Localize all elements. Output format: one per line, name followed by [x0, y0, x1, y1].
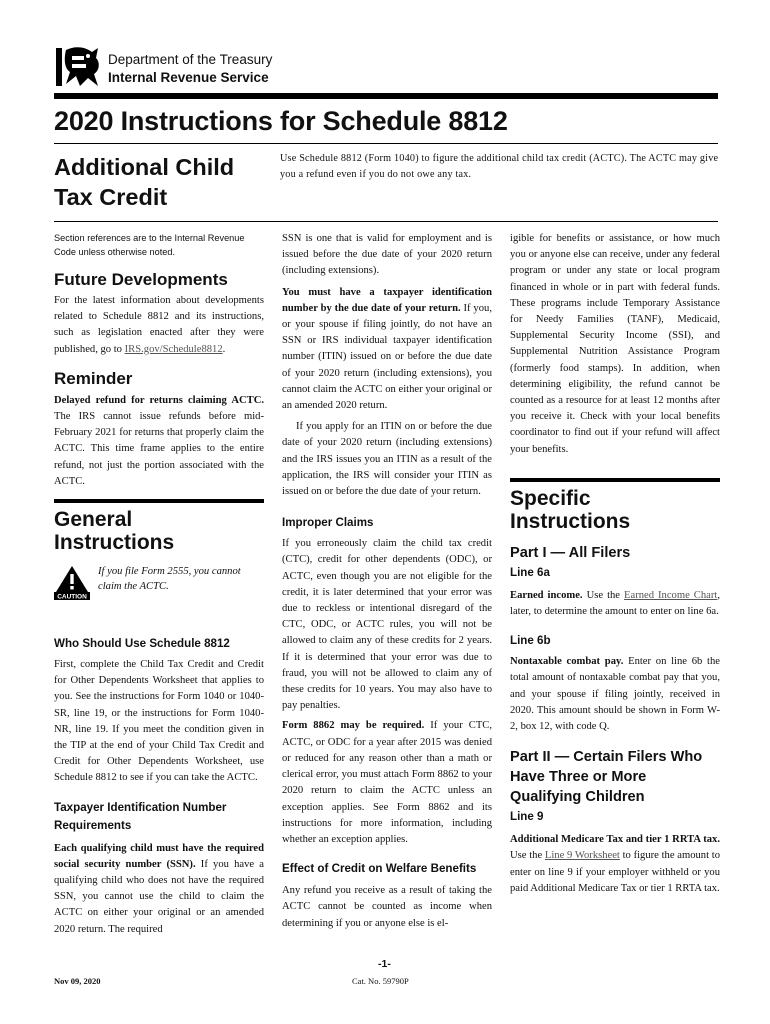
eligibility-text: igible for benefits or assistance, or how much you or anyone else can receive, under any federal program or under any state or local program financed in whole or in part with federal funds. These programs include Temporary Assistance for Needy Families (TANF), Medicaid, Supplemental Security Income (SSI), and Supplemental Nutrition Assistance Program (formerly food stamps). In addition, when determining eligibility, the refund cannot be counted as a resource for at least 12 months after you receive it. Check with your local benefits coordinator to find out if your refund will affect your benefits. [510, 233, 720, 455]
subtitle-line-1: Additional Child [54, 154, 235, 180]
improper-claims-heading: Improper Claims [282, 516, 374, 530]
revision-date: Nov 09, 2020 [54, 976, 101, 986]
reminder-body: The IRS cannot issue refunds before mid-February 2021 for returns that properly claim the ACTC. This time frame applies to the entire refund, not just the portion associated with the ACTC. [54, 411, 264, 487]
caution-icon [54, 564, 90, 605]
line-6b-heading: Line 6b [510, 634, 551, 648]
irs-schedule-8812-link[interactable]: IRS.gov/Schedule8812 [124, 343, 223, 355]
page-number: -1- [378, 958, 391, 970]
general-heading-line-2: Instructions [54, 531, 175, 555]
future-developments-text [54, 293, 264, 358]
line-9-pre: Use the [510, 850, 545, 862]
part-2-heading: Part II — Certain Filers Who Have Three or More Qualifying Children [510, 749, 703, 806]
general-rule [54, 499, 264, 503]
column-1 [54, 231, 264, 938]
specific-heading-line-1: Specific [510, 486, 591, 510]
line-6b-body: Enter on line 6b the total amount of nontaxable combat pay that you, and your spouse if filing jointly, received in 2020. This amount should be shown in Form W-2, box 12, with code Q. [510, 656, 720, 733]
general-heading-line-1: General [54, 508, 133, 532]
line-9-worksheet-link[interactable]: Line 9 Worksheet [544, 850, 620, 862]
line-9-heading: Line 9 [510, 810, 544, 824]
caution-box [54, 564, 264, 605]
form-8862-bold: Form 8862 may be required. [282, 720, 425, 732]
specific-heading-line-2: Instructions [510, 509, 631, 533]
intro-text: Use Schedule 8812 (Form 1040) to figure the additional child tax credit (ACTC). The ACTC may give you a refund even if you do not owe any tax. [280, 153, 719, 180]
line-9-text [510, 832, 720, 897]
agency-name: Internal Revenue Service [108, 70, 269, 85]
title-rule [54, 143, 718, 144]
part-1-heading: Part I — All Filers [510, 544, 631, 561]
specific-rule [510, 478, 720, 482]
tin-bold: Each qualifying child must have the required social security number (SSN). [54, 842, 264, 870]
caution-label: CAUTION [57, 593, 87, 601]
general-instructions-heading [54, 508, 264, 554]
improper-claims-text: If you erroneously claim the child tax credit (CTC), credit for other dependents (ODC), or ACTC, even though you are not eligible for the credit, it is later determined that your error was due to reckless or intentional disregard of the CTC, ODC, or ACTC rules, you will not be allowed to claim any of these credits for 2 years. If it is determined that your error was due to fraud, you will not be allowed to claim any of these credits for 10 years. You may also have to pay penalties. [282, 538, 492, 712]
subtitle-rule [54, 221, 718, 222]
line-6a-bold: Earned income. [510, 589, 583, 601]
caution-text: If you file Form 2555, you cannot claim the ACTC. [98, 566, 241, 593]
specific-instructions-heading [510, 487, 720, 533]
department-name: Department of the Treasury [108, 52, 273, 67]
ssn-text: SSN is one that is valid for employment and is issued before the due date of your 2020 return (including extensions). [282, 233, 492, 277]
line-6b-bold: Nontaxable combat pay. [510, 656, 624, 668]
tin-due-body: If you, or your spouse if filing jointly, do not have an SSN or IRS individual taxpayer identification number (ITIN) issued on or before the due date of your 2020 return (including extensions), you cannot claim the ACTC on either your original or an amended 2020 return. [282, 302, 492, 412]
irs-eagle-logo [54, 44, 104, 90]
line-6b-text [510, 654, 720, 735]
tin-due-date-text [282, 285, 492, 415]
who-should-use-heading: Who Should Use Schedule 8812 [54, 637, 230, 651]
form-8862-text [282, 718, 492, 848]
tin-due-bold: You must have a taxpayer identification number by the due date of your return. [282, 286, 492, 314]
line-9-bold: Additional Medicare Tax and tier 1 RRTA tax. [510, 834, 720, 846]
document-title: 2020 Instructions for Schedule 8812 [54, 106, 508, 136]
line-6a-heading: Line 6a [510, 565, 550, 579]
line-9-post: to figure the amount to enter on line 9 if your employer withheld or you paid Additional Medicare Tax or tier 1 RRTA tax. [510, 850, 720, 894]
welfare-benefits-text: Any refund you receive as a result of taking the ACTC cannot be counted as income when determining if you or anyone else is el- [282, 885, 492, 929]
line-6a-pre: Use the [582, 589, 625, 601]
form-8862-body: If your CTC, ACTC, or ODC for a year after 2015 was denied or reduced for any reason other than a math or clerical error, you must attach Form 8862 to your 2020 return to claim the ACTC unless an exception applies. See Form 8862 and its instructions for more information, including whether an exception applies. [282, 720, 493, 845]
header-rule [54, 93, 718, 99]
earned-income-chart-link[interactable]: Earned Income Chart [624, 589, 718, 601]
column-3 [510, 231, 720, 897]
reminder-heading: Reminder [54, 368, 133, 388]
document-subtitle [54, 152, 274, 212]
tin-body: If you have a qualifying child who does not have the required SSN, you cannot use the child to claim the ACTC on either your original or an amended 2020 return. The required [54, 858, 264, 935]
reminder-bold: Delayed refund for returns claiming ACTC. [54, 394, 264, 406]
tin-requirements-text [54, 841, 264, 938]
catalog-number: Cat. No. 59790P [352, 976, 409, 986]
itin-text: If you apply for an ITIN on or before the due date of your 2020 return (including extensions) and the IRS issues you an ITIN as a result of the application, the IRS will consider your ITIN as issued on or before the due date of your return. [282, 421, 492, 498]
section-references-note: Section references are to the Internal Revenue Code unless otherwise noted. [54, 233, 245, 257]
line-6a-text [510, 588, 720, 620]
welfare-benefits-heading: Effect of Credit on Welfare Benefits [282, 862, 477, 876]
reminder-text [54, 393, 264, 490]
who-should-use-text: First, complete the Child Tax Credit and Credit for Other Dependents Worksheet that applies to you. See the instructions for Form 1040 or 1040-SR, line 19, or the instructions for Form 1040-NR, line 19. If you meet the condition given in the TIP at the end of your Child Tax Credit and Credit for Other Dependents Worksheet, use Schedule 8812 to see if you can take the ACTC. [54, 659, 264, 784]
future-developments-period: . [222, 343, 226, 355]
line-6a-post: , later, to determine the amount to enter on line 6a. [510, 589, 720, 618]
column-2 [282, 231, 492, 932]
subtitle-line-2: Tax Credit [54, 184, 168, 210]
future-developments-heading: Future Developments [54, 270, 228, 289]
tin-requirements-heading: Taxpayer Identification Number Requirements [54, 800, 227, 832]
future-developments-body: For the latest information about developments related to Schedule 8812 and its instructions, such as legislation enacted after they were published, go to [54, 295, 264, 355]
